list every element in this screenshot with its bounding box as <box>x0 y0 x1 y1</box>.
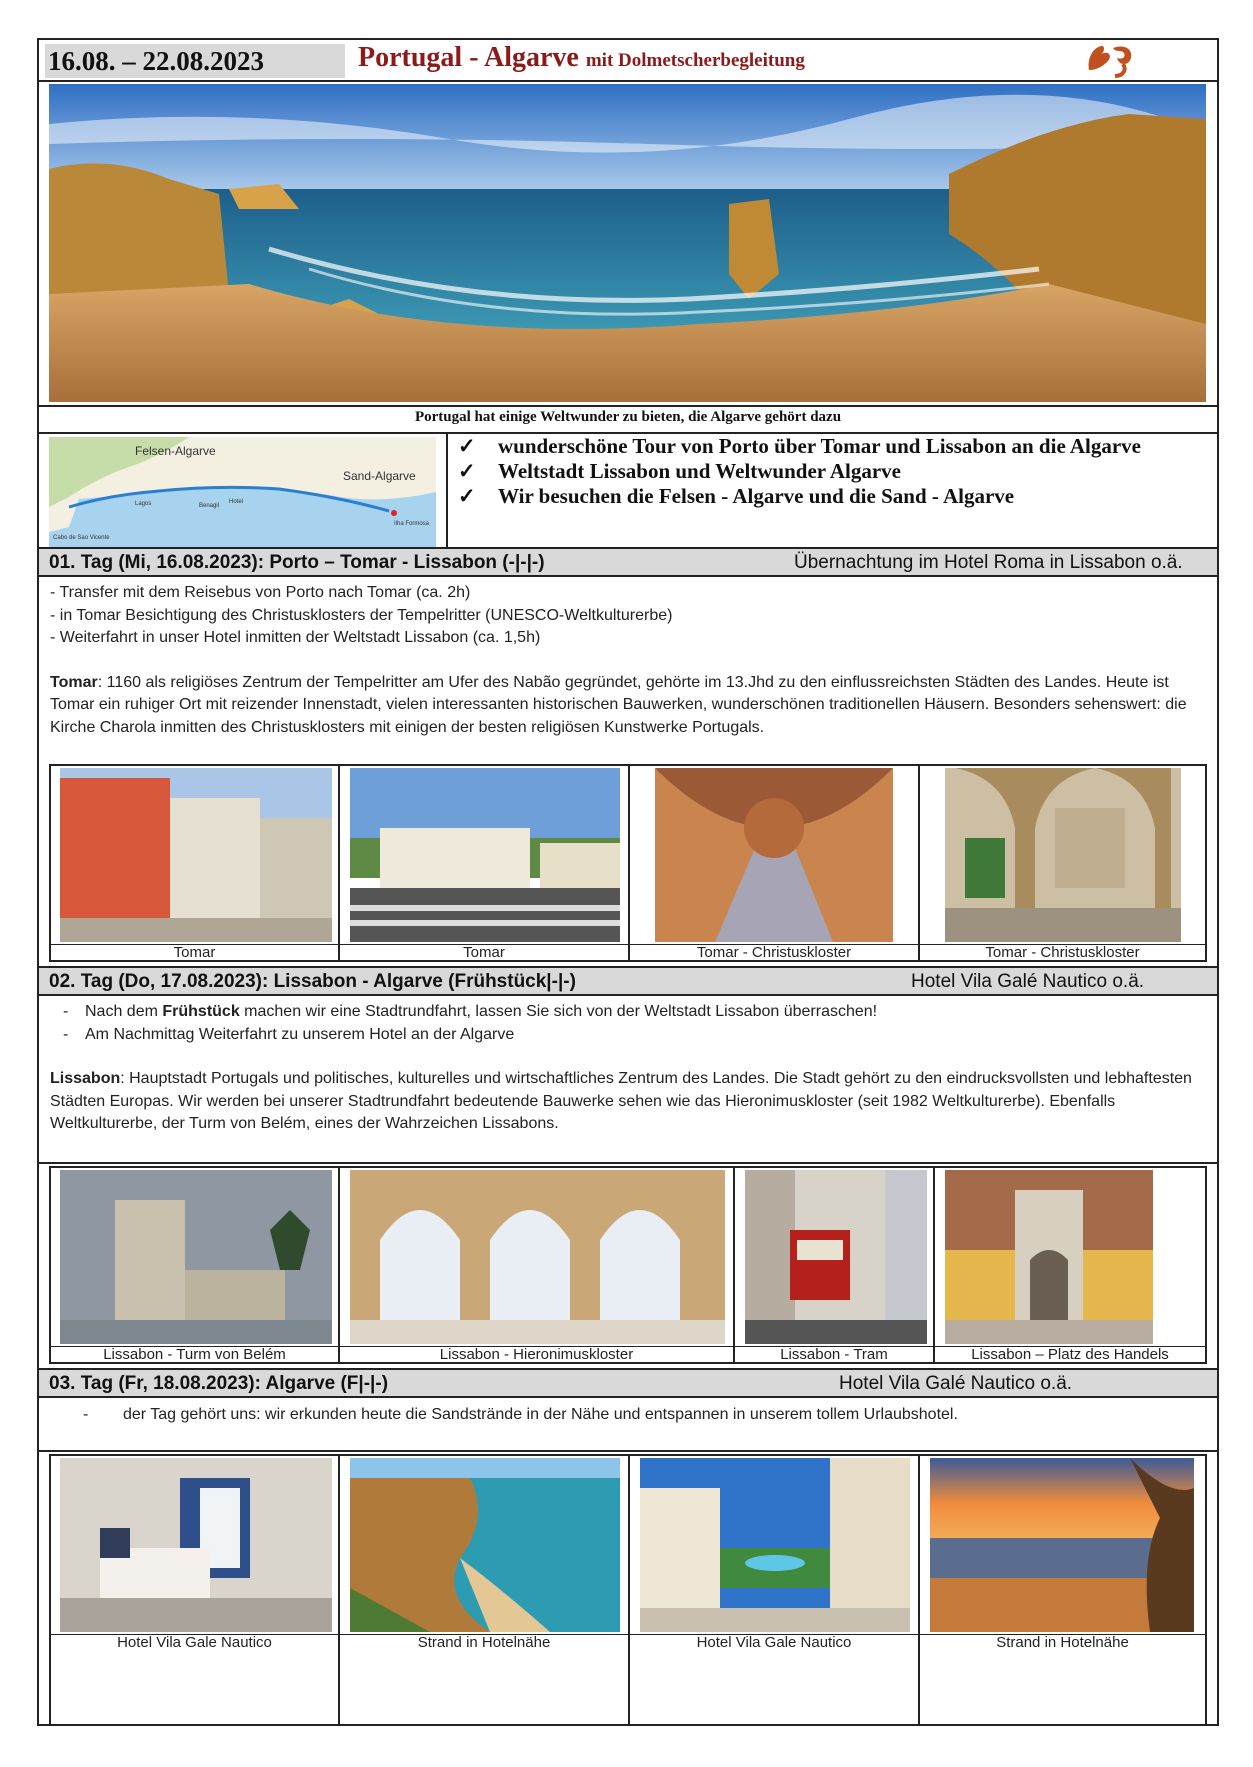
day2-hotel: Hotel Vila Galé Nautico o.ä. <box>911 971 1145 992</box>
photo-cell <box>630 1456 920 1724</box>
map-label-hotel: Hotel <box>229 499 244 505</box>
photo-hieronimus-cloister <box>350 1170 725 1344</box>
map-label-felsen: Felsen-Algarve <box>135 444 216 458</box>
bullet-dash: - <box>83 1406 89 1423</box>
day2-item2: Am Nachmittag Weiterfahrt zu unserem Hotel an der Algarve <box>85 1025 515 1043</box>
day1-desc-term: Tomar <box>50 673 98 691</box>
day3-item <box>50 1404 1210 1427</box>
photo-caption: Hotel Vila Gale Nautico <box>117 1634 272 1651</box>
photo-beach-sunset <box>930 1458 1194 1632</box>
title-main: Portugal - Algarve <box>358 42 579 73</box>
map-label-benagil: Benagil <box>199 503 220 509</box>
day1-header <box>39 547 1217 577</box>
photo-caption: Lissabon - Tram <box>780 1346 888 1363</box>
day3-header <box>39 1368 1217 1398</box>
day2-item <box>50 1001 1210 1024</box>
day1-hotel: Übernachtung im Hotel Roma in Lissabon o.ä. <box>794 552 1183 573</box>
photo-lisbon-tram <box>745 1170 927 1344</box>
photo-hotel-pool <box>640 1458 910 1632</box>
day2-photo-grid <box>49 1166 1207 1364</box>
photo-caption: Tomar - Christuskloster <box>985 944 1140 961</box>
highlights-list <box>458 434 1141 509</box>
photo-cell <box>340 766 630 960</box>
day1-description <box>50 672 1210 740</box>
day3-hotel: Hotel Vila Galé Nautico o.ä. <box>839 1373 1073 1394</box>
photo-beach-cliffs <box>350 1458 620 1632</box>
day3-title: 03. Tag (Fr, 18.08.2023): Algarve (F|-|-) <box>49 1373 389 1394</box>
map-algarve <box>49 437 436 547</box>
day1-photo-grid <box>49 764 1207 962</box>
highlight-item <box>458 434 1141 459</box>
photo-caption: Tomar - Christuskloster <box>696 944 852 961</box>
day3-item1: der Tag gehört uns: wir erkunden heute die Sandstrände in der Nähe und entspannen in unserem tollem Urlaubshotel. <box>123 1406 958 1423</box>
hero-photo-algarve-coast <box>49 84 1206 402</box>
sign-language-logo <box>1083 40 1143 80</box>
page-title <box>358 42 805 74</box>
day1-title: 01. Tag (Mi, 16.08.2023): Porto – Tomar - Lissabon (-|-|-) <box>49 552 545 573</box>
photo-tomar-square <box>350 768 620 942</box>
day2-text <box>50 1001 1210 1136</box>
hero-caption: Portugal hat einige Weltwunder zu bieten, die Algarve gehört dazu <box>414 409 842 425</box>
day2-item1-pre: Nach dem <box>85 1003 163 1020</box>
day2-description <box>50 1068 1210 1136</box>
highlight-item <box>458 459 1141 484</box>
bullet-dash: - <box>63 1003 69 1020</box>
photo-cell <box>340 1168 735 1362</box>
photo-caption: Strand in Hotelnähe <box>417 1634 551 1651</box>
highlight-text: Wir besuchen die Felsen - Algarve und die Sand - Algarve <box>498 484 1015 508</box>
photo-cell <box>340 1456 630 1724</box>
check-icon: ✓ <box>458 434 476 458</box>
photo-cell <box>51 766 340 960</box>
day3-photo-grid <box>49 1454 1207 1726</box>
day1-item: - Transfer mit dem Reisebus von Porto nach Tomar (ca. 2h) <box>50 584 471 601</box>
check-icon: ✓ <box>458 484 476 508</box>
day2-header <box>39 966 1217 996</box>
photo-hotel-room <box>60 1458 332 1632</box>
bullet-dash: - <box>63 1025 69 1043</box>
map-label-lagos: Lagos <box>135 501 152 507</box>
map-label-cabo: Cabo de Sao Vicente <box>53 535 110 541</box>
photo-cell <box>935 1168 1205 1362</box>
day1-item: - in Tomar Besichtigung des Christusklosters der Tempelritter (UNESCO-Weltkulturerbe) <box>50 606 673 624</box>
photo-cell <box>920 766 1205 960</box>
photo-cell <box>735 1168 935 1362</box>
title-subtitle: mit Dolmetscherbegleitung <box>585 50 805 71</box>
date-range: 16.08. – 22.08.2023 <box>45 44 345 78</box>
day2-desc-term: Lissabon <box>50 1070 121 1087</box>
photo-cell <box>630 766 920 960</box>
day2-desc-text: : Hauptstadt Portugals und politisches, kulturelles und wirtschaftliches Zentrum des Landes. Die Stadt gehört zu den eindrucksvollsten und lebhaftesten Städten Europas. Wir werden bei unserer Stadtrundfahrt bedeutende Bauwerke sehen wie das Hieronimuskloster (seit 1982 Weltkulturerbe). Ebenfalls Weltkulturerbe, der Turm von Belém, eines der Wahrzeichen Lissabons. <box>50 1070 1192 1132</box>
photo-caption: Hotel Vila Gale Nautico <box>696 1634 852 1651</box>
day2-item1-post: machen wir eine Stadtrundfahrt, lassen Sie sich von der Weltstadt Lissabon überraschen! <box>239 1003 878 1020</box>
photo-tomar-street <box>60 768 332 942</box>
photo-cell <box>51 1168 340 1362</box>
photo-cell <box>920 1456 1205 1724</box>
day2-item <box>50 1024 1210 1047</box>
day3-text <box>50 1404 1210 1427</box>
photo-praca-do-comercio <box>945 1170 1153 1344</box>
day2-title: 02. Tag (Do, 17.08.2023): Lissabon - Algarve (Frühstück|-|-) <box>49 971 576 992</box>
photo-cell <box>51 1456 340 1724</box>
map-label-sand: Sand-Algarve <box>343 469 416 483</box>
photo-caption: Lissabon - Hieronimuskloster <box>439 1346 634 1363</box>
highlight-text: Weltstadt Lissabon und Weltwunder Algarve <box>498 459 901 483</box>
check-icon: ✓ <box>458 459 476 483</box>
photo-caption: Tomar <box>173 944 216 961</box>
photo-caption: Tomar <box>463 944 505 961</box>
day2-item1-bold: Frühstück <box>162 1003 240 1020</box>
map-label-ilha: Ilha Formosa <box>394 521 430 527</box>
photo-christ-convent-cloister <box>945 768 1181 942</box>
photo-caption: Strand in Hotelnähe <box>996 1634 1129 1651</box>
photo-belem-tower <box>60 1170 332 1344</box>
photo-caption: Lissabon - Turm von Belém <box>103 1346 286 1363</box>
photo-caption: Lissabon – Platz des Handels <box>971 1346 1169 1363</box>
highlight-text: wunderschöne Tour von Porto über Tomar und Lissabon an die Algarve <box>498 434 1141 458</box>
day1-text <box>50 582 1210 739</box>
day1-desc-text: : 1160 als religiöses Zentrum der Tempelritter am Ufer des Nabão gegründet, gehörte im 13.Jhd zu den einflussreichsten Städten des Landes. Heute ist Tomar ein ruhiger Ort mit reizender Innenstadt, vielen interessanten historischen Bauwerken, wunderschönen traditionellen Häusern. Besonders sehenswert: die Kirche Charola inmitten des Christusklosters mit einigen der besten religiösen Kunstwerke Portugals. <box>50 673 1187 736</box>
day1-item: - Weiterfahrt in unser Hotel inmitten der Weltstadt Lissabon (ca. 1,5h) <box>50 629 541 646</box>
highlight-item <box>458 484 1141 509</box>
photo-charola-interior <box>655 768 893 942</box>
